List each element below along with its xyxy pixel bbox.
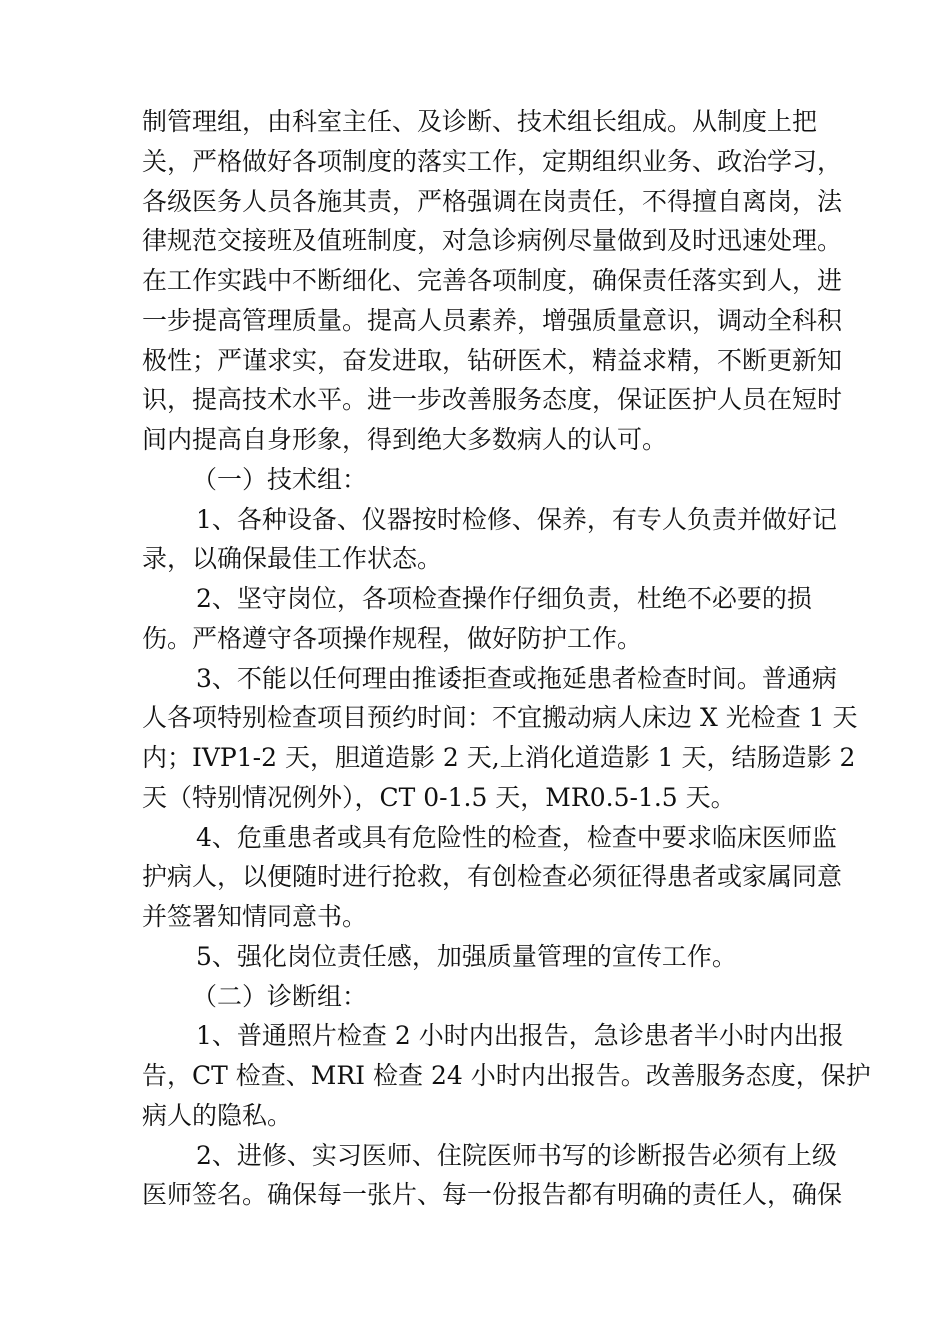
text-line: 识，提高技术水平。进一步改善服务态度，保证医护人员在短时	[142, 385, 843, 415]
body-text	[142, 102, 871, 1215]
text-line: 各级医务人员各施其责，严格强调在岗责任，不得擅自离岗，法	[142, 186, 843, 216]
text-line: 1、普通照片检查 2 小时内出报告，急诊患者半小时内出报	[196, 1021, 844, 1051]
text-line: 录，以确保最佳工作状态。	[142, 544, 443, 574]
text-line: 内；IVP1-2 天，胆道造影 2 天,上消化道造影 1 天，结肠造影 2	[142, 743, 856, 772]
text-line: 间内提高自身形象，得到绝大多数病人的认可。	[142, 425, 668, 454]
text-line: 5、强化岗位责任感，加强质量管理的宣传工作。	[196, 941, 737, 971]
text-line: 在工作实践中不断细化、完善各项制度，确保责任落实到人，进	[142, 266, 843, 295]
section-heading-technical: （一）技术组：	[192, 464, 368, 494]
text-line: 并签署知情同意书。	[142, 902, 368, 931]
text-line: 伤。严格遵守各项操作规程，做好防护工作。	[142, 623, 643, 653]
text-line: 医师签名。确保每一张片、每一份报告都有明确的责任人，确保	[142, 1180, 843, 1210]
text-line: 天（特别情况例外），CT 0-1.5 天，MR0.5-1.5 天。	[142, 782, 736, 812]
text-line: 一步提高管理质量。提高人员素养，增强质量意识，调动全科积	[142, 305, 843, 335]
text-line: 告，CT 检查、MRI 检查 24 小时内出报告。改善服务态度，保护	[142, 1061, 871, 1090]
text-line: 护病人，以便随时进行抢救，有创检查必须征得患者或家属同意	[142, 862, 843, 892]
text-line: 2、进修、实习医师、住院医师书写的诊断报告必须有上级	[196, 1140, 837, 1170]
text-line: 3、不能以任何理由推诿拒查或拖延患者检查时间。普通病	[196, 663, 837, 693]
text-line: 律规范交接班及值班制度，对急诊病例尽量做到及时迅速处理。	[142, 226, 843, 256]
text-line: 2、坚守岗位，各项检查操作仔细负责，杜绝不必要的损	[196, 584, 812, 613]
text-line: 人各项特别检查项目预约时间：不宜搬动病人床边 X 光检查 1 天	[142, 703, 858, 733]
text-line: 制管理组，由科室主任、及诊断、技术组长组成。从制度上把	[142, 107, 818, 136]
text-line: 1、各种设备、仪器按时检修、保养，有专人负责并做好记	[196, 504, 837, 534]
text-line: 病人的隐私。	[142, 1100, 293, 1130]
text-line: 极性；严谨求实，奋发进取，钻研医术，精益求精，不断更新知	[142, 345, 843, 375]
section-heading-diagnosis: （二）诊断组：	[192, 981, 368, 1011]
text-line: 4、危重患者或具有危险性的检查，检查中要求临床医师监	[196, 822, 837, 852]
text-line: 关，严格做好各项制度的落实工作，定期组织业务、政治学习，	[142, 146, 843, 176]
